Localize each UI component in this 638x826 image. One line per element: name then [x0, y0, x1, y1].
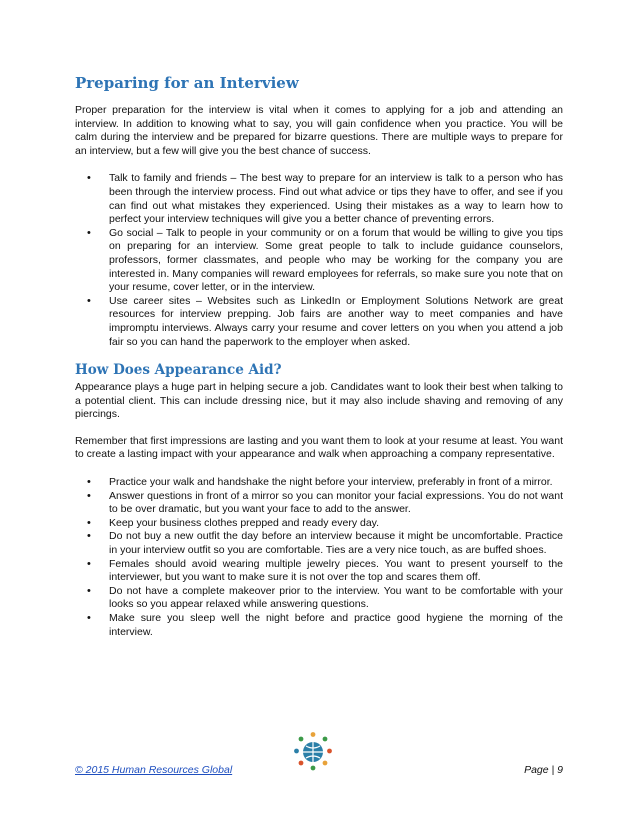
list-item: • Do not have a complete makeover prior to the interview. You want to be comfortable with your looks so you appear relaxed while answering questions.: [109, 585, 563, 612]
list-item: • Go social – Talk to people in your community or on a forum that would be willing to give you tips on preparing for an interview. Some great people to talk to include guidance counselors, professors, former classmates, and people who may be working for the company you are interested in. Many companies will reward employees for referrals, so make sure you note that on your resume, cover letter, or in the interview.: [109, 227, 563, 295]
list-item: • Make sure you sleep well the night before and practice good hygiene the morning of the interview.: [109, 612, 563, 639]
copyright-link[interactable]: © 2015 Human Resources Global: [75, 764, 233, 776]
page-footer: [75, 764, 563, 780]
list-item: • Use career sites – Websites such as LinkedIn or Employment Solutions Network are great resources for interview prepping. Job fairs are another way to meet companies and have impromptu interviews. Always carry your resume and cover letters on you when you attend a job fair so you can hand the paperwork to the employer when asked.: [109, 295, 563, 349]
section1-bullet-list: [75, 172, 563, 349]
section2-bullet-list: [75, 476, 563, 639]
section-heading-preparing: Preparing for an Interview: [75, 74, 299, 92]
list-item: • Females should avoid wearing multiple jewelry pieces. You want to present yourself to the interviewer, but you want to make sure it is not over the top and scares them off.: [109, 558, 563, 585]
section1-intro: Proper preparation for the interview is vital when it comes to applying for a job and attending an interview. In addition to knowing what to say, you will gain confidence when you practice. You will be calm during the interview and be prepared for bizarre questions. There are multiple ways to prepare for an interview, but a few will give you the best chance of success.: [75, 104, 563, 157]
list-item: • Keep your business clothes prepped and ready every day.: [109, 517, 563, 531]
list-item: • Practice your walk and handshake the night before your interview, preferably in front of a mirror.: [109, 476, 563, 490]
section2-para1: Appearance plays a huge part in helping secure a job. Candidates want to look their best when talking to a potential client. This can include dressing nice, but it may also include shaving and removing of any piercings.: [75, 381, 563, 421]
section-heading-appearance: How Does Appearance Aid?: [75, 362, 282, 379]
list-item: • Talk to family and friends – The best way to prepare for an interview is talk to a person who has been through the interview process. Find out what advice or tips they have to offer, and see if you can find out what mistakes they experienced. Using their mistakes as a way to learn how to perfect your interview techniques will give you a better chance of preventing errors.: [109, 172, 563, 226]
list-item: • Answer questions in front of a mirror so you can monitor your facial expressions. You do not want to be over dramatic, but you want your face to add to the answer.: [109, 490, 563, 517]
page-number: Page | 9: [524, 764, 563, 776]
section2-para2: Remember that first impressions are lasting and you want them to look at your resume at least. You want to create a lasting impact with your appearance and walk when approaching a company representative.: [75, 434, 563, 461]
list-item: • Do not buy a new outfit the day before an interview because it might be uncomfortable. Practice in your interview outfit so you are comfortable. Ties are a very nice touch, as are buffed shoes.: [109, 530, 563, 557]
page-content: [75, 74, 563, 639]
